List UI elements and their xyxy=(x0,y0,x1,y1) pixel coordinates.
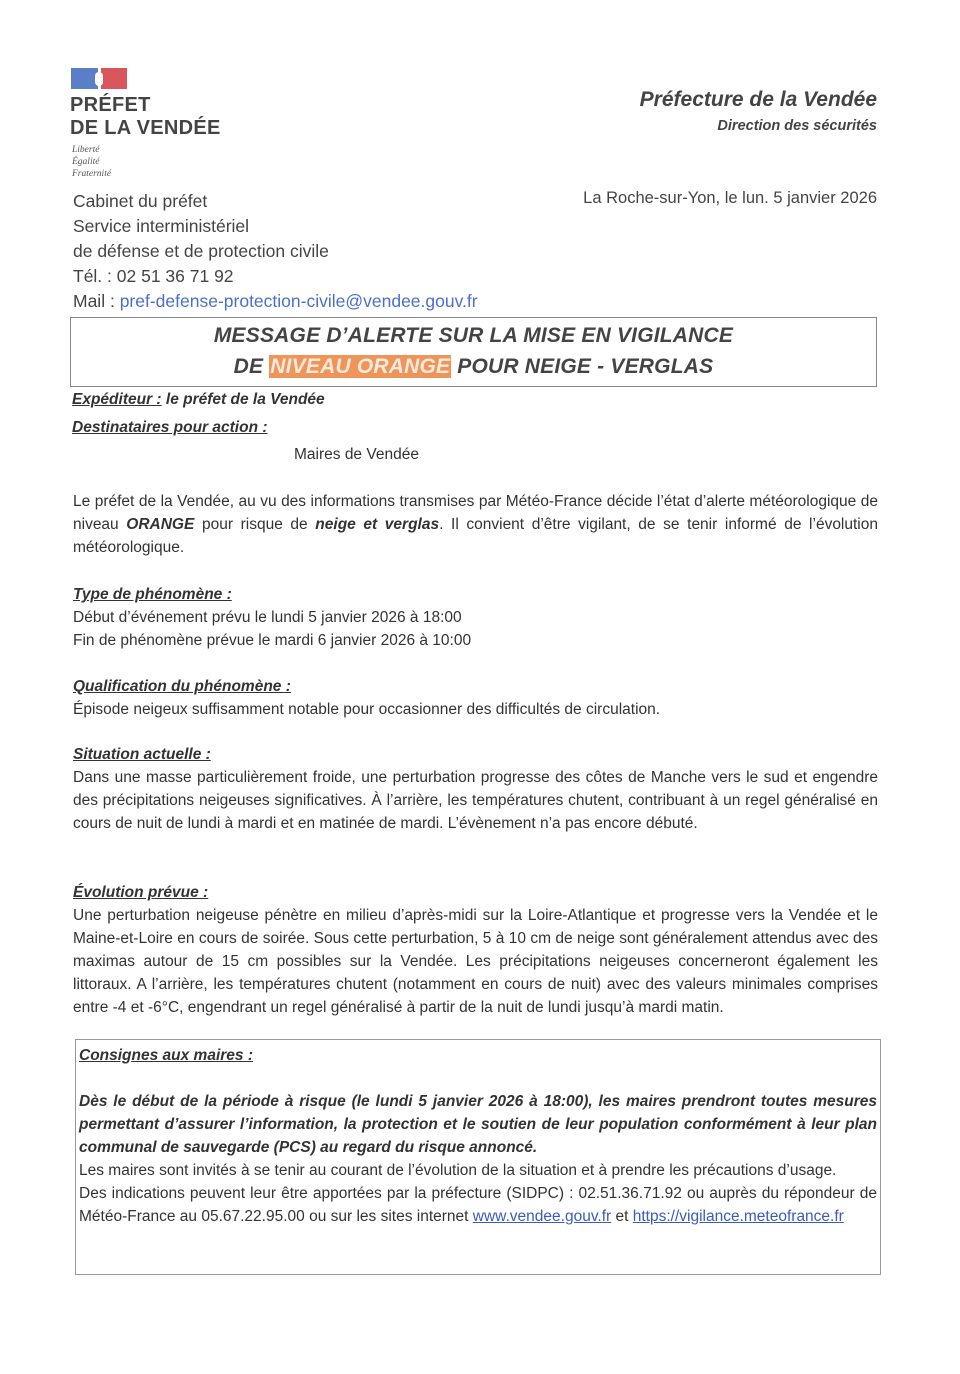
title-post: POUR NEIGE - VERGLAS xyxy=(451,355,714,378)
vigilance-meteofrance-link[interactable]: https://vigilance.meteofrance.fr xyxy=(632,1208,844,1225)
situation-text: Dans une masse particulièrement froide, une perturbation progresse des côtes de Manche vers le sud et engendre des précipitations neigeuses significatives. À l’arrière, les températures chutent, contribuant à un regel généralisé en cours de nuit de lundi à mardi et en matinée de mardi. L’évènement n’a pas encore débuté. xyxy=(73,769,878,832)
intro-text: . Il convient d’être vigilant, de se tenir informé de l’évolution météorologique. xyxy=(73,516,878,556)
consignes-text: Des indications peuvent leur être apportées par la préfecture (SIDPC) : 02.51.36.71.92 ou auprès du répondeur de Météo-France au 05.67.22.95.00 ou sur les sites internet xyxy=(79,1185,877,1225)
mail-label: Mail : xyxy=(73,291,120,311)
consignes-text-2 xyxy=(79,1182,877,1228)
section-type xyxy=(73,583,878,652)
type-heading: Type de phénomène : xyxy=(73,586,232,603)
devise-liberte: Liberté xyxy=(72,145,100,155)
situation-heading: Situation actuelle : xyxy=(73,746,211,763)
risk-words: neige et verglas xyxy=(315,516,440,533)
event-end: Fin de phénomène prévue le mardi 6 janvier 2026 à 10:00 xyxy=(73,632,472,649)
prefet-logo-text xyxy=(70,94,221,140)
intro-paragraph xyxy=(73,490,878,559)
intro-text: Le préfet de la Vendée, au vu des informations transmises par Météo-France décide l’état d’alerte météorologique de niveau xyxy=(73,493,878,533)
consignes-heading: Consignes aux maires : xyxy=(79,1047,254,1064)
consignes-bold-text: Dès le début de la période à risque (le lundi 5 janvier 2026 à 18:00), les maires prendront toutes mesures permettant d’assurer l’information, la protection et le soutien de leur population conformément à leur plan communal de sauvegarde (PCS) au regard du risque annoncé. xyxy=(79,1093,877,1156)
evolution-heading: Évolution prévue : xyxy=(73,884,209,901)
date-line: La Roche-sur-Yon, le lun. 5 janvier 2026 xyxy=(583,189,877,207)
section-qualification xyxy=(73,675,878,721)
evolution-text: Une perturbation neigeuse pénètre en milieu d’après-midi sur la Loire-Atlantique et progresse vers la Vendée et le Maine-et-Loire en cours de soirée. Sous cette perturbation, 5 à 10 cm de neige sont généralement attendus avec des maximas autour de 15 cm possibles sur la Vendée. Les précipitations neigeuses concerneront également les littoraux. A l’arrière, les températures chutent (notamment en cours de nuit) avec des valeurs minimales comprises entre -4 et -6°C, engendrant un regel généralisé à partir de la nuit de lundi jusqu’à mardi matin. xyxy=(73,907,878,1016)
devise-egalite: Égalité xyxy=(72,157,100,167)
vendee-gouv-link[interactable]: www.vendee.gouv.fr xyxy=(472,1208,612,1225)
french-flag-logo xyxy=(71,68,127,89)
mail-link[interactable]: pref-defense-protection-civile@vendee.gouv.fr xyxy=(119,291,478,311)
alert-title-line-1: MESSAGE D’ALERTE SUR LA MISE EN VIGILANCE xyxy=(213,324,734,347)
orange-word: ORANGE xyxy=(126,516,195,533)
alert-title-line-2 xyxy=(71,355,876,379)
expediteur-value: le préfet de la Vendée xyxy=(161,391,325,408)
prefecture-name: Préfecture de la Vendée xyxy=(639,88,877,111)
logo-line-1: PRÉFET xyxy=(70,94,151,116)
devise-fraternite: Fraternité xyxy=(72,169,112,179)
service-block xyxy=(73,189,478,314)
section-evolution xyxy=(73,881,878,1019)
service-line: de défense et de protection civile xyxy=(73,241,329,261)
alert-title-box xyxy=(70,317,877,387)
expediteur xyxy=(72,391,325,409)
service-line: Service interministériel xyxy=(73,216,250,236)
qualification-heading: Qualification du phénomène : xyxy=(73,678,291,695)
mail-line xyxy=(73,289,478,314)
destinataires-label: Destinataires pour action : xyxy=(72,419,268,436)
expediteur-label: Expéditeur : xyxy=(72,391,162,408)
devise xyxy=(72,144,111,180)
event-start: Début d’événement prévu le lundi 5 janvier 2026 à 18:00 xyxy=(73,609,462,626)
service-line: Cabinet du préfet xyxy=(73,191,208,211)
direction-name: Direction des sécurités xyxy=(717,118,877,134)
consignes-text-1: Les maires sont invités à se tenir au courant de l’évolution de la situation et à prendre les précautions d’usage. xyxy=(79,1162,837,1179)
logo-line-2: DE LA VENDÉE xyxy=(70,117,221,139)
consignes-box xyxy=(75,1039,881,1275)
orange-level-highlight: NIVEAU ORANGE xyxy=(270,355,451,378)
qualification-text: Épisode neigeux suffisamment notable pour occasionner des difficultés de circulation. xyxy=(73,701,661,718)
conjunction: et xyxy=(611,1208,633,1225)
intro-text: pour risque de xyxy=(194,516,316,533)
title-pre: DE xyxy=(233,355,270,378)
section-situation xyxy=(73,743,878,835)
destinataires-value: Maires de Vendée xyxy=(294,446,419,463)
phone-line: Tél. : 02 51 36 71 92 xyxy=(73,266,234,286)
